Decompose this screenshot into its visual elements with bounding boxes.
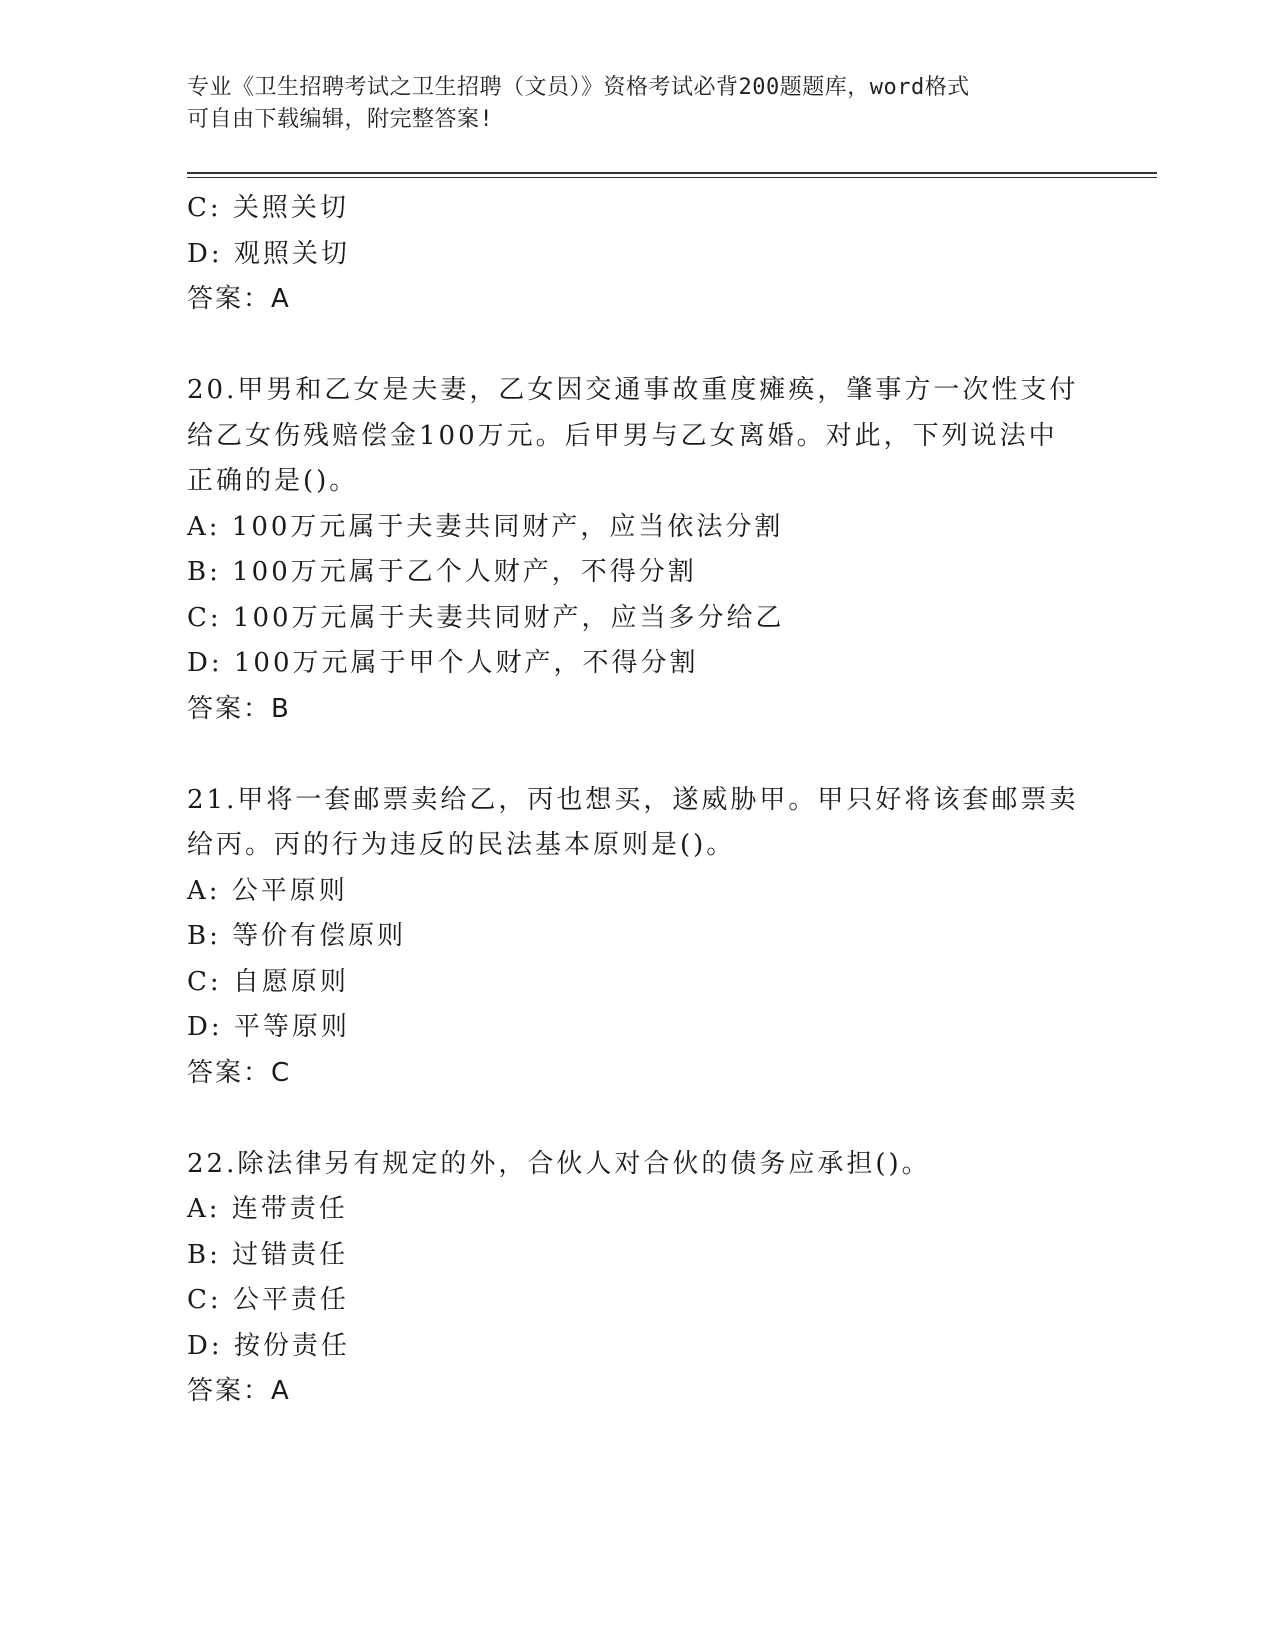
question-text-line: 正确的是()。: [187, 466, 359, 496]
question-19-tail: [187, 186, 1147, 323]
spacer: [187, 732, 1147, 778]
answer-line: 答案：A: [187, 284, 291, 314]
header-line-1: 专业《卫生招聘考试之卫生招聘（文员）》资格考试必背200题题库，word格式: [187, 75, 970, 100]
option-d: D: 100万元属于甲个人财产，不得分割: [187, 648, 699, 678]
answer-line: 答案：C: [187, 1057, 292, 1088]
option-c: C: 关照关切: [187, 193, 349, 223]
option-c: C: 100万元属于夫妻共同财产，应当多分给乙: [187, 602, 785, 633]
option-c: C: 自愿原则: [187, 966, 349, 997]
option-a: A: 连带责任: [187, 1194, 348, 1224]
option-d: D: 平等原则: [187, 1012, 350, 1042]
question-text-line: 给丙。丙的行为违反的民法基本原则是()。: [187, 830, 736, 860]
option-d: D: 按份责任: [187, 1330, 350, 1361]
question-20: [187, 368, 1147, 732]
question-text-line: 给乙女伤残赔偿金100万元。后甲男与乙女离婚。对此，下列说法中: [187, 420, 1058, 451]
question-text-line: 21.甲将一套邮票卖给乙，丙也想买，遂威胁甲。甲只好将该套邮票卖: [187, 784, 1079, 815]
question-list: [187, 186, 1147, 1415]
option-b: B: 过错责任: [187, 1239, 349, 1270]
question-22: [187, 1142, 1147, 1415]
spacer: [187, 1096, 1147, 1142]
document-page: [187, 72, 1147, 1415]
option-b: B: 等价有偿原则: [187, 921, 407, 951]
header-line-2: 可自由下载编辑，附完整答案!: [187, 107, 494, 132]
document-header: [187, 72, 1067, 136]
spacer: [187, 323, 1147, 369]
question-21: [187, 778, 1147, 1097]
answer-line: 答案：A: [187, 1376, 291, 1406]
option-d: D: 观照关切: [187, 238, 350, 269]
option-a: A: 公平原则: [187, 875, 348, 906]
answer-line: 答案：B: [187, 693, 291, 724]
option-a: A: 100万元属于夫妻共同财产，应当依法分割: [187, 511, 784, 542]
question-text-line: 20.甲男和乙女是夫妻，乙女因交通事故重度瘫痪，肇事方一次性支付: [187, 375, 1079, 405]
header-divider: [187, 172, 1157, 178]
option-c: C: 公平责任: [187, 1285, 349, 1315]
question-text-line: 22.除法律另有规定的外，合伙人对合伙的债务应承担()。: [187, 1148, 931, 1179]
option-b: B: 100万元属于乙个人财产，不得分割: [187, 557, 697, 587]
